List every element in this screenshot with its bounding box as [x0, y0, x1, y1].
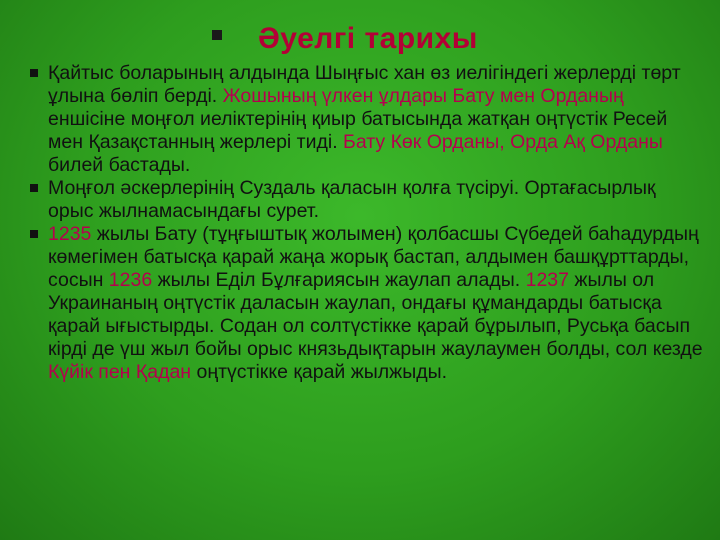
slide-title: Әуелгі тарихы: [258, 22, 478, 55]
highlight-run: Жошының үлкен ұлдары Бату мен Орданың: [222, 85, 624, 107]
text-run: оңтүстікке қарай жылжыды.: [191, 361, 448, 383]
text-run: жылы ол Украинаның оңтүстік даласын жаулап, ондағы құмандарды батысқа қарай ығыстырды. Содан ол солтүстікке қарай бұрылып, Русьқа басып кірді де үш жыл бойы орыс князьдықтарын жаулаумен болды, сол кезде: [48, 269, 703, 360]
highlight-year: 1235: [48, 223, 92, 245]
text-run: билей бастады.: [48, 154, 191, 176]
paragraph-2: [30, 177, 705, 223]
bullet-icon: [30, 69, 38, 77]
highlight-year: 1236: [108, 269, 153, 291]
slide-content: [30, 62, 705, 384]
text-run: Қайтыс боларының алдында Шыңғыс хан өз иелігіндегі жерлерді төрт ұлына бөліп берді.: [48, 62, 681, 107]
highlight-run: Бату Көк Орданы, Орда Ақ Орданы: [343, 131, 663, 153]
highlight-run: Күйік пен Қадан: [48, 361, 192, 383]
text-run: жылы Еділ Бұлғариясын жаулап алады.: [152, 269, 526, 291]
bullet-icon: [30, 184, 38, 192]
text-run: жылы Бату (тұңғыштық жолымен) қолбасшы Сүбедей баһадурдың көмегімен батысқа қарай жаңа жорық бастап, алдымен башқұрттарды, сосын: [48, 223, 699, 291]
text-run: Моңғол әскерлерінің Суздаль қаласын қолға түсіруі. Ортағасырлық орыс жылнамасындағы сурет.: [48, 177, 656, 222]
text-run: еншісіне моңғол иеліктерінің қиыр батысында жатқан оңтүстік Ресей мен Қазақстанның жерлері тиді.: [48, 108, 668, 153]
highlight-year: 1237: [525, 269, 569, 291]
paragraph-3: [30, 223, 705, 384]
bullet-icon: [30, 230, 38, 238]
paragraph-1: [30, 62, 705, 177]
title-row: [0, 22, 720, 62]
title-bullet-icon: [212, 30, 222, 40]
